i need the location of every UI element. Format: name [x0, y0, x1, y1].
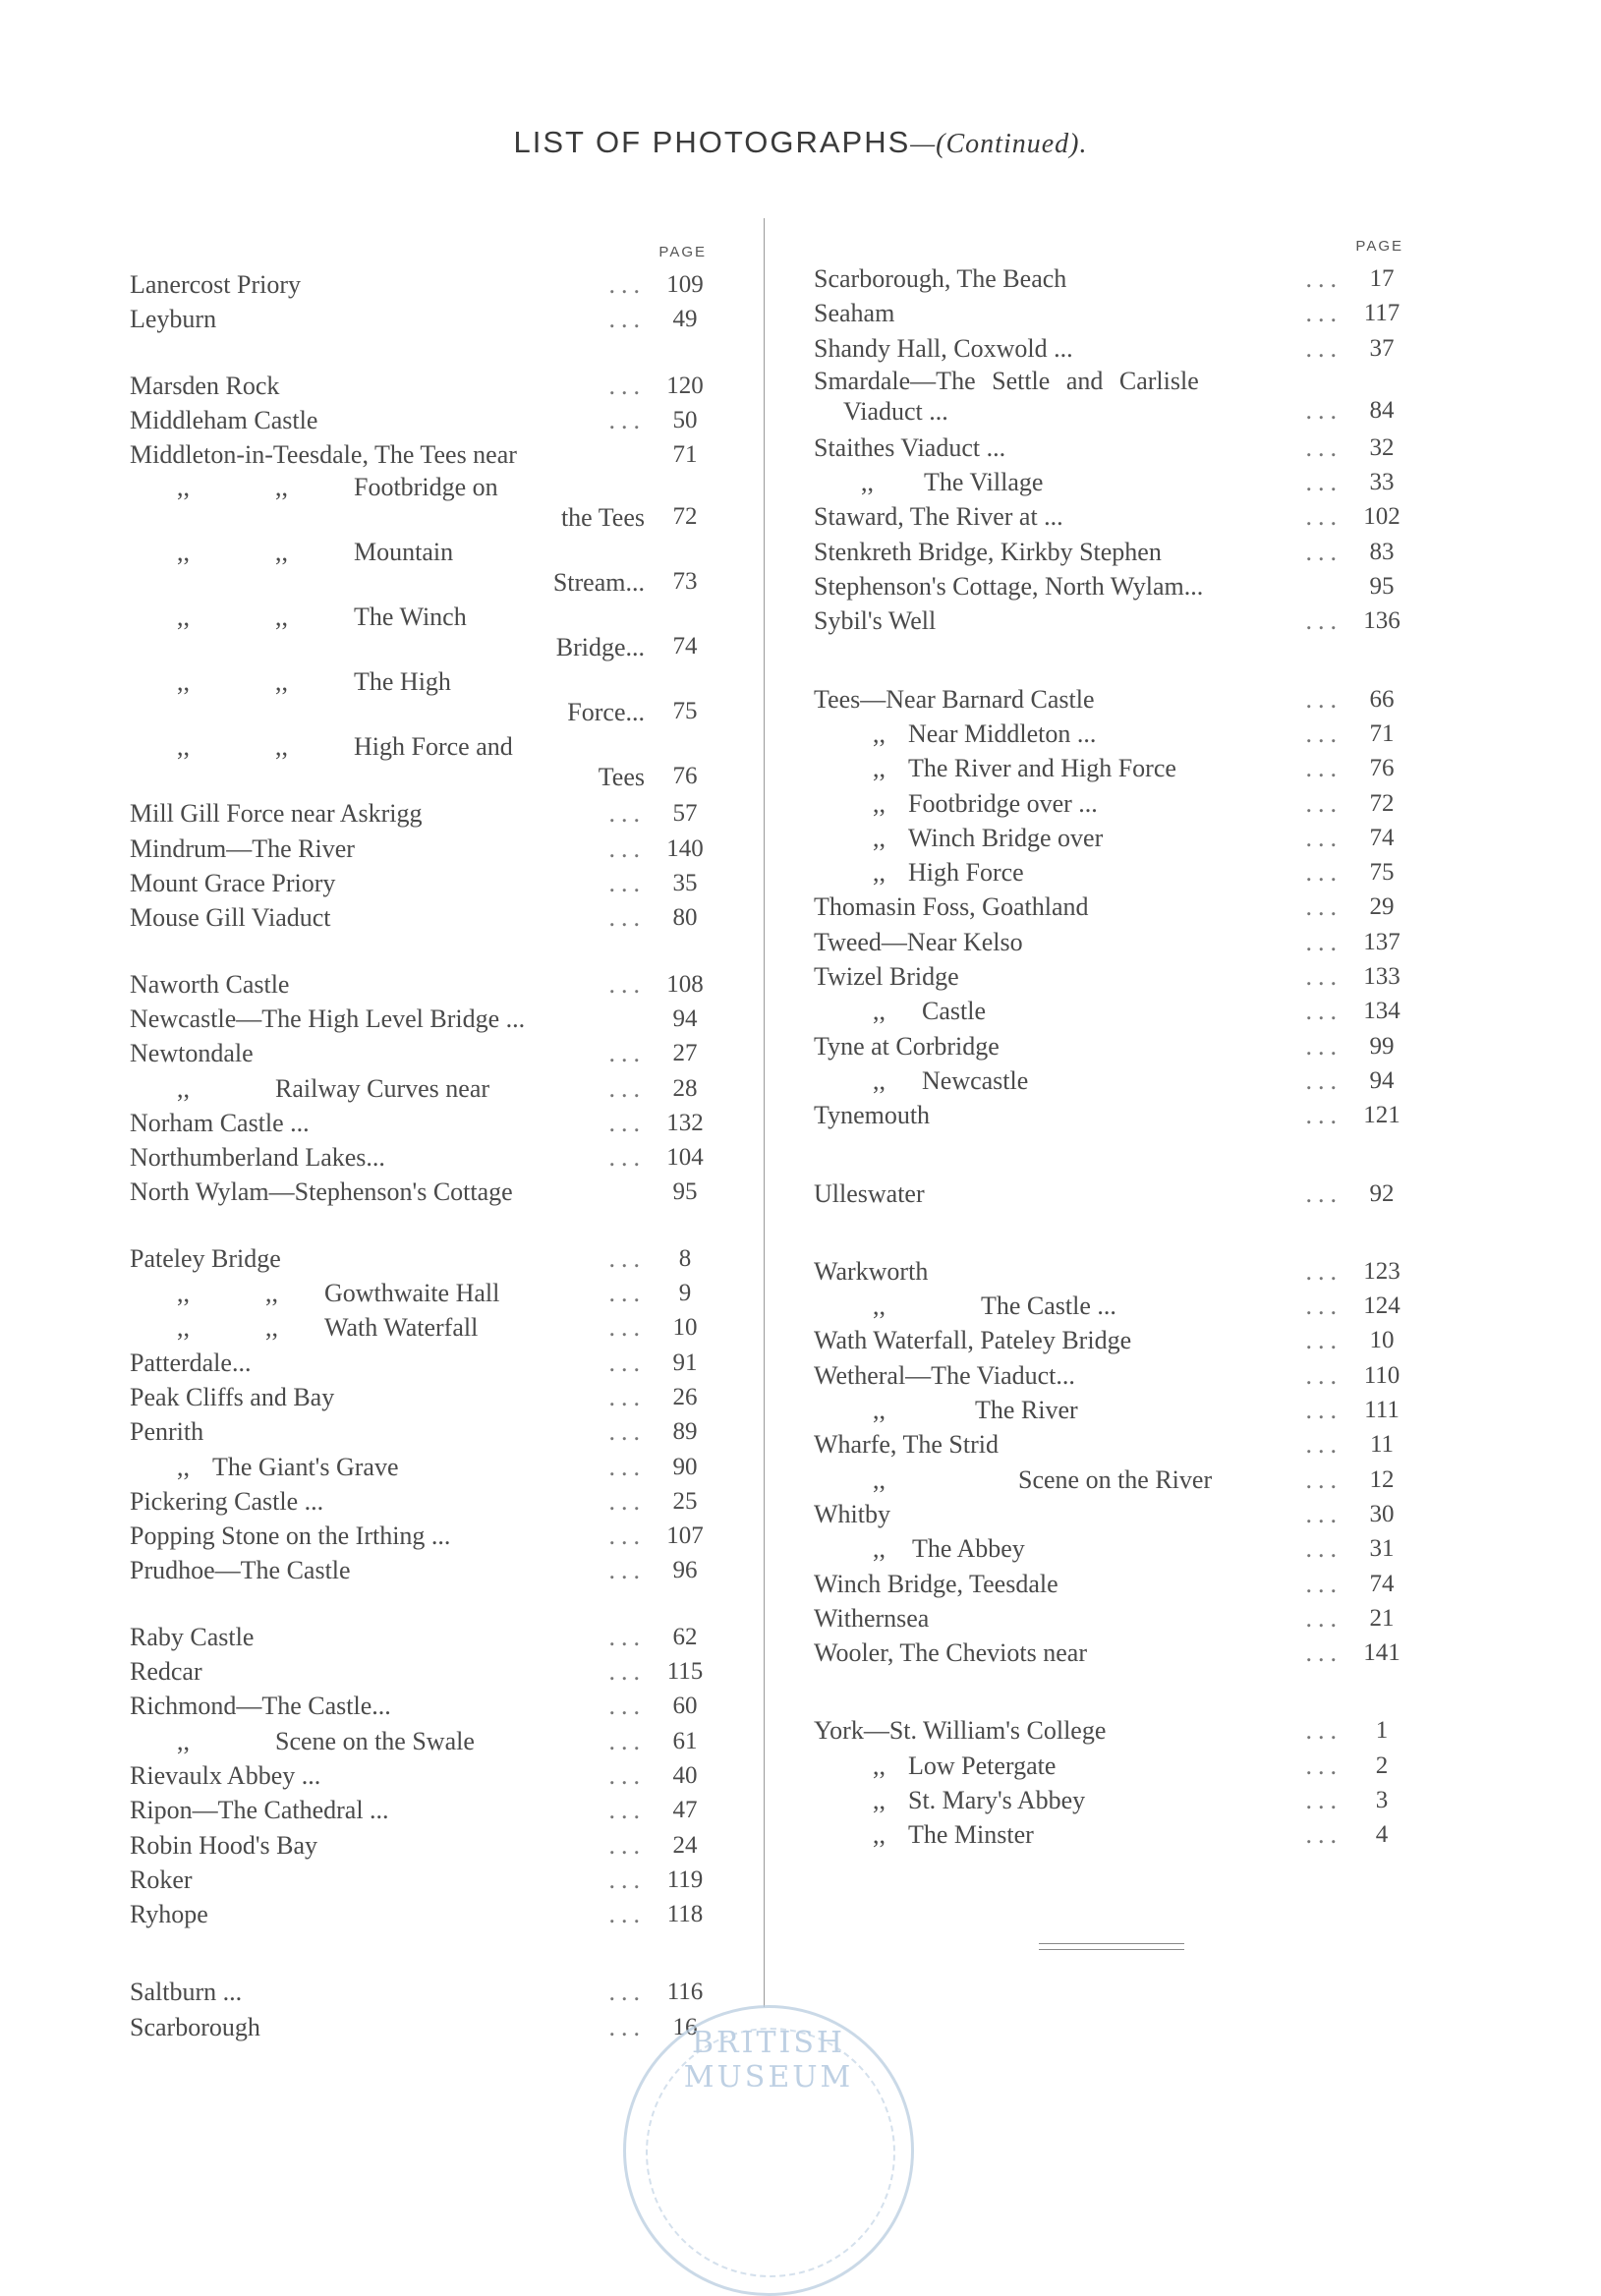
- column-divider: [764, 218, 765, 2007]
- list-item: ,, ,, High Force and Tees 76: [177, 732, 698, 792]
- list-item: Middleton-in-Teesdale, The Tees near 71: [130, 440, 698, 470]
- list-item: Mill Gill Force near Askrigg ... 57: [130, 799, 698, 829]
- list-item: Staward, The River at ... ... 102: [814, 502, 1401, 532]
- list-item: Roker ... 119: [130, 1865, 704, 1894]
- page-column-label: PAGE: [1355, 238, 1403, 255]
- list-item: Stenkreth Bridge, Kirkby Stephen ... 83: [814, 537, 1395, 566]
- list-item: ,, St. Mary's Abbey ... 3: [873, 1785, 1389, 1814]
- list-item: ,, ,, Gowthwaite Hall ... 9: [177, 1279, 692, 1308]
- list-item: Popping Stone on the Irthing ... ... 107: [130, 1521, 704, 1551]
- list-item: Winch Bridge, Teesdale ... 74: [814, 1569, 1395, 1598]
- right-column: [814, 238, 1411, 1853]
- list-item: Scarborough, The Beach ... 17: [814, 264, 1395, 293]
- list-item: Tees—Near Barnard Castle ... 66: [814, 684, 1395, 714]
- list-item: ,, The Giant's Grave ... 90: [177, 1452, 698, 1481]
- list-item: Tyne at Corbridge ... 99: [814, 1031, 1395, 1061]
- list-item: Patterdale... ... 91: [130, 1348, 698, 1377]
- list-item: ,, ,, Footbridge on the Tees 72: [177, 473, 698, 533]
- list-item: ,, Railway Curves near ... 28: [177, 1073, 698, 1103]
- list-item: Withernsea ... 21: [814, 1603, 1395, 1633]
- page-title: LIST OF PHOTOGRAPHS—(Continued).: [513, 125, 1088, 159]
- list-item: ,, ,, The High Force... 75: [177, 667, 698, 727]
- list-item: Lanercost Priory ... 109: [130, 270, 704, 299]
- list-item: Ulleswater ... 92: [814, 1178, 1395, 1208]
- list-item: Shandy Hall, Coxwold ... ... 37: [814, 333, 1395, 363]
- list-item: Tweed—Near Kelso ... 137: [814, 927, 1401, 956]
- list-item: Newcastle—The High Level Bridge ... 94: [130, 1004, 698, 1033]
- list-item: ,, The River and High Force ... 76: [873, 754, 1395, 783]
- list-item: Scarborough ... 16: [130, 2012, 698, 2041]
- list-item: ,, Scene on the Swale ... 61: [177, 1726, 698, 1755]
- list-item: Pickering Castle ... ... 25: [130, 1486, 698, 1516]
- list-item: York—St. William's College ... 1: [814, 1716, 1389, 1746]
- list-item: Northumberland Lakes... ... 104: [130, 1143, 704, 1173]
- list-item: ,, Low Petergate ... 2: [873, 1751, 1389, 1780]
- list-item: Rievaulx Abbey ... ... 40: [130, 1760, 698, 1790]
- list-item: ,, Near Middleton ... ... 71: [873, 718, 1395, 748]
- list-item: Twizel Bridge ... 133: [814, 962, 1401, 992]
- list-item: ,, Winch Bridge over ... 74: [873, 823, 1395, 852]
- list-item: Norham Castle ... ... 132: [130, 1108, 704, 1137]
- stamp-text: BRITISH MUSEUM: [683, 2026, 854, 2095]
- list-item: Staithes Viaduct ... ... 32: [814, 432, 1395, 462]
- list-item: Leyburn ... 49: [130, 305, 698, 334]
- list-item: Pateley Bridge ... 8: [130, 1243, 692, 1273]
- list-item: Prudhoe—The Castle ... 96: [130, 1556, 698, 1585]
- list-item: ,, ,, Wath Waterfall ... 10: [177, 1313, 698, 1343]
- list-item: Mount Grace Priory ... 35: [130, 869, 698, 898]
- left-column: [130, 244, 715, 2044]
- list-item: ,, The Abbey ... 31: [873, 1534, 1395, 1564]
- list-item: Robin Hood's Bay ... 24: [130, 1830, 698, 1860]
- list-item: Mindrum—The River ... 140: [130, 833, 704, 863]
- list-item: Middleham Castle ... 50: [130, 405, 698, 434]
- list-item: Tynemouth ... 121: [814, 1101, 1401, 1130]
- end-rule: [1039, 1949, 1184, 1950]
- list-item: Mouse Gill Viaduct ... 80: [130, 903, 698, 933]
- list-item: Redcar ... 115: [130, 1657, 704, 1687]
- list-item: ,, The River ... 111: [873, 1396, 1400, 1425]
- list-item: Newtondale ... 27: [130, 1039, 698, 1068]
- list-item: ,, High Force ... 75: [873, 858, 1395, 888]
- list-item: Naworth Castle ... 108: [130, 969, 704, 999]
- library-stamp: [623, 2005, 914, 2296]
- list-item: ,, ,, The Winch Bridge... 74: [177, 603, 698, 662]
- list-item: Ripon—The Cathedral ... ... 47: [130, 1796, 698, 1825]
- list-item: Stephenson's Cottage, North Wylam... 95: [814, 572, 1395, 602]
- list-item: Ryhope ... 118: [130, 1900, 704, 1929]
- list-item: ,, ,, Mountain Stream... 73: [177, 538, 698, 598]
- list-item: Thomasin Foss, Goathland ... 29: [814, 892, 1395, 922]
- list-item: Whitby ... 30: [814, 1499, 1395, 1528]
- list-item: Wetheral—The Viaduct... ... 110: [814, 1360, 1401, 1390]
- list-item: Warkworth ... 123: [814, 1256, 1401, 1286]
- list-item: Richmond—The Castle... ... 60: [130, 1692, 698, 1721]
- list-item: Raby Castle ... 62: [130, 1622, 698, 1651]
- list-item: Penrith ... 89: [130, 1417, 698, 1447]
- list-item: ,, The Minster ... 4: [873, 1820, 1389, 1850]
- list-item: Wooler, The Cheviots near ... 141: [814, 1638, 1401, 1668]
- list-item: ,, Newcastle ... 94: [873, 1065, 1395, 1095]
- end-rule: [1039, 1943, 1184, 1944]
- list-item: Marsden Rock ... 120: [130, 371, 704, 400]
- page-column-label: PAGE: [658, 244, 707, 260]
- list-item: ,, Castle ... 134: [873, 997, 1401, 1026]
- list-item: Seaham ... 117: [814, 299, 1401, 328]
- list-item: North Wylam—Stephenson's Cottage 95: [130, 1177, 698, 1207]
- list-item: ,, The Castle ... ... 124: [873, 1292, 1401, 1321]
- list-item: Smardale—The Settle and Carlisle Viaduct ... ... 84: [814, 366, 1395, 426]
- list-item: ,, Footbridge over ... ... 72: [873, 788, 1395, 818]
- list-item: ,, The Village ... 33: [861, 468, 1395, 497]
- list-item: Peak Cliffs and Bay ... 26: [130, 1382, 698, 1411]
- list-item: Wath Waterfall, Pateley Bridge ... 10: [814, 1326, 1395, 1355]
- list-item: Sybil's Well ... 136: [814, 606, 1401, 636]
- list-item: Saltburn ... ... 116: [130, 1978, 704, 2007]
- list-item: Wharfe, The Strid ... 11: [814, 1430, 1395, 1460]
- list-item: ,, Scene on the River ... 12: [873, 1464, 1395, 1494]
